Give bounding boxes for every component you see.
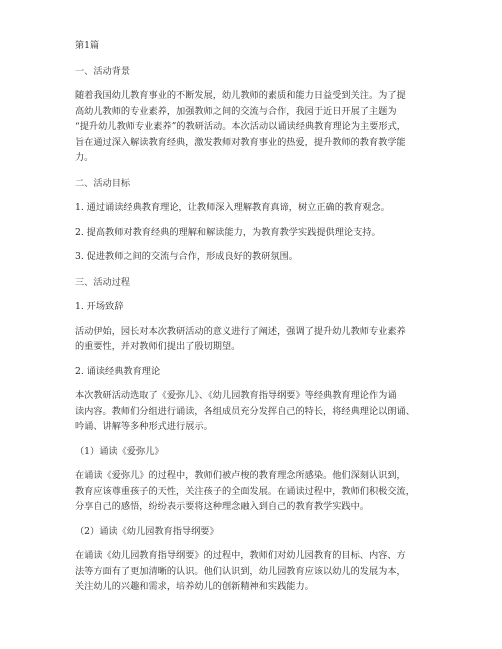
text-line: 在诵读《幼儿园教育指导纲要》的过程中，教师们对幼儿园教育的目标、内容、方 <box>75 550 406 561</box>
text-line: 随着我国幼儿教育事业的不断发展，幼儿教师的素质和能力日益受到关注。为了提 <box>75 90 406 101</box>
paragraph-background <box>75 88 435 166</box>
text-line: 法等方面有了更加清晰的认识。他们认识到，幼儿园教育应该以幼儿的发展为本， <box>75 565 406 577</box>
section-heading-goals: 二、活动目标 <box>75 177 131 189</box>
document-page <box>75 38 435 595</box>
part-label: 第1篇 <box>75 40 100 51</box>
text-line: 力。 <box>75 152 94 163</box>
goal-item-3: 3. 促进教师之间的交流与合作，形成良好的教研氛围。 <box>75 251 298 262</box>
text-line: 的重要性，并对教师们提出了殷切期望。 <box>75 341 241 352</box>
text-line: 活动伊始，园长对本次教研活动的意义进行了阐述，强调了提升幼儿教师专业素养 <box>75 325 406 337</box>
goal-item-2: 2. 提高教师对教育经典的理解和解读能力，为教育教学实践提供理论支持。 <box>75 226 381 238</box>
text-line: 吟诵、讲解等多种形式进行展示。 <box>75 421 213 432</box>
text-line: 教育应该尊重孩子的天性，关注孩子的全面发展。在诵读过程中，教师们积极交流， <box>75 485 415 497</box>
paragraph-emile <box>75 468 435 515</box>
subheading-opening: 1. 开场致辞 <box>75 301 124 312</box>
paragraph-recitation <box>75 388 435 435</box>
text-line: 高幼儿教师的专业素养，加强教师之间的交流与合作，我园于近日开展了主题为 <box>75 105 397 117</box>
section-heading-background: 一、活动背景 <box>75 65 131 77</box>
section-heading-process: 三、活动过程 <box>75 276 131 288</box>
text-line: “提升幼儿教师专业素养”的教研活动。本次活动以诵读经典教育理论为主要形式， <box>75 121 406 132</box>
text-line: 本次教研活动选取了《爱弥儿》、《幼儿园教育指导纲要》等经典教育理论作为诵 <box>75 390 397 401</box>
text-line: 分享自己的感悟，纷纷表示要将这种理念融入到自己的教育教学实践中。 <box>75 501 369 512</box>
goal-item-1: 1. 通过诵读经典教育理论，让教师深入理解教育真谛，树立正确的教育观念。 <box>75 202 390 213</box>
text-line: 读内容。教师们分组进行诵读，各组成员充分发挥自己的特长，将经典理论以朗诵、 <box>75 405 415 417</box>
subheading-recitation: 2. 诵读经典教育理论 <box>75 365 161 377</box>
text-line: 旨在通过深入解读教育经典，激发教师对教育事业的热爱，提升教师的教育教学能 <box>75 136 406 148</box>
subheading-guidelines: （2）诵读《幼儿园教育指导纲要》 <box>75 525 219 537</box>
subheading-emile: （1）诵读《爱弥儿》 <box>75 445 164 457</box>
text-line: 关注幼儿的兴趣和需求，培养幼儿的创新精神和实践能力。 <box>75 581 314 592</box>
paragraph-guidelines <box>75 548 435 595</box>
text-line: 在诵读《爱弥儿》的过程中，教师们被卢梭的教育理念所感染。他们深刻认识到， <box>75 470 406 481</box>
paragraph-opening <box>75 324 435 355</box>
